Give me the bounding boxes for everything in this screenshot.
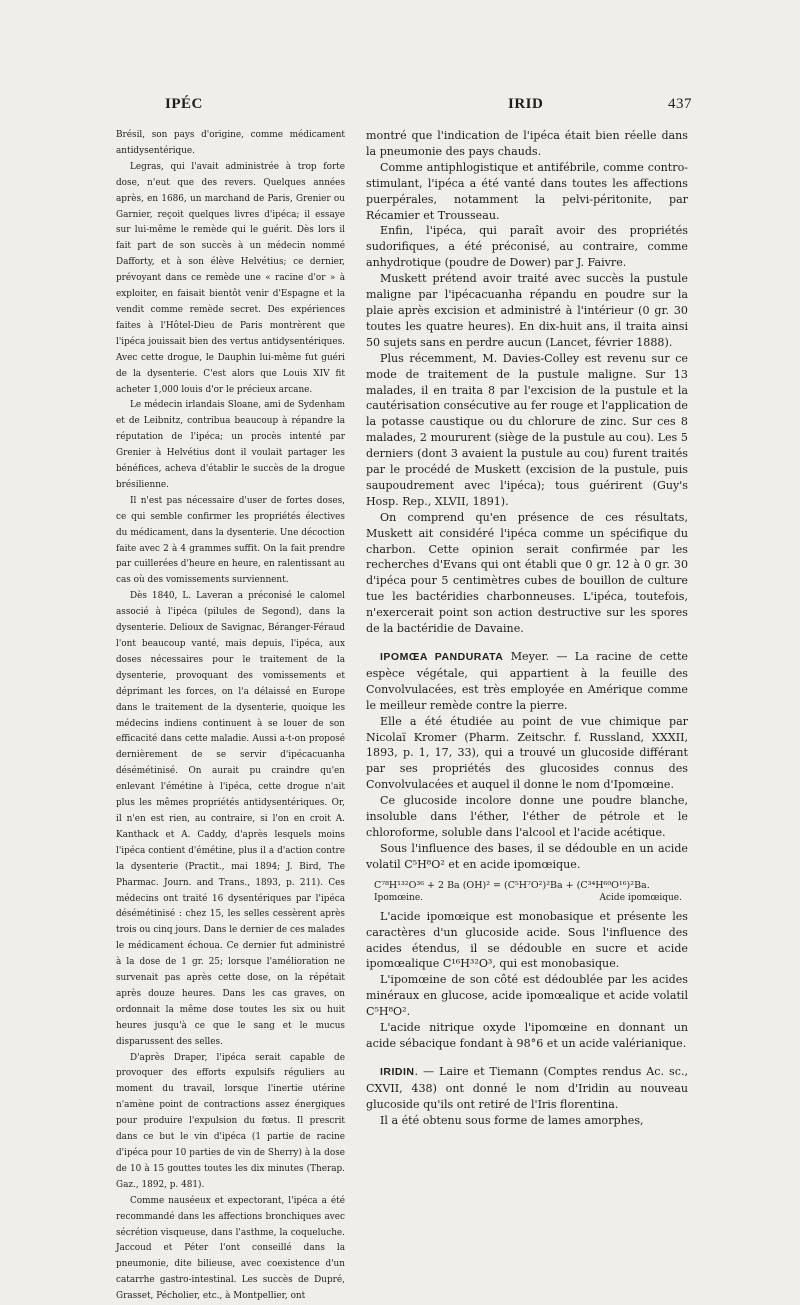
paragraph: L'acide nitrique oxyde l'ipomœine en donnant un acide sébacique fondant à 98°6 et un acide valérianique. [366, 1021, 688, 1050]
paragraph: Comme nauséeux et expectorant, l'ipéca a été recommandé dans les affections bronchiques avec sécrétion visqueuse, dans l'asthme, la coqueluche. Jaccoud et Péter l'ont conseillé dans la pneumonie, dite bilieuse, avec coexistence d'un catarrhe gastro-intestinal. Les succès de Dupré, Grasset, Pécholier, etc., à Montpellier, ont [116, 1195, 345, 1302]
paragraph: On comprend qu'en présence de ces résultats, Muskett ait considéré l'ipéca comme un spécifique du charbon. Cette opinion serait confirmée par les recherches d'Evans qui ont établi que 0 gr. 12 à 0 gr. 30 d'ipéca pour 5 centimètres cubes de bouillon de culture tue les bactéridies charbonneuses. L'ipéca, toutefois, n'exercerait point son action destructive sur les spores de la bactéridie de Davaine. [366, 510, 688, 636]
iridin-intro: . — Laire et Tiemann (Comptes rendus Ac. sc., CXVII, 438) ont donné le nom d'Iridin au nouveau glucoside qu'ils ont retiré de l'Iris florentina. [366, 1064, 688, 1111]
paragraph: Elle a été étudiée au point de vue chimique par Nicolaï Kromer (Pharm. Zeitschr. f. Russland, XXXII, 1893, p. 1, 17, 33), qui a trouvé un glucoside différant par ses propriétés des glucosides connus des Convolvulacées et auquel il donne le nom d'Ipomœine. [366, 714, 688, 792]
paragraph: L'ipomœine de son côté est dédoublée par les acides minéraux en glucose, acide ipomœalique et acide volatil C⁵H⁸O². [366, 973, 688, 1019]
iridin-entry [366, 1064, 688, 1113]
right-column-body [366, 128, 688, 1128]
ipomoea-entry [366, 649, 688, 714]
page-header [0, 96, 800, 116]
paragraph: D'après Draper, l'ipéca serait capable de provoquer des efforts expulsifs réguliers au moment du travail, lorsque l'inertie utérine n'amène point de contractions assez énergiques pour produire l'expulsion du fœtus. Il prescrit dans ce but le vin d'ipéca (1 partie de racine d'ipéca pour 10 parties de vin de Sherry) à la dose de 10 à 15 gouttes toutes les dix minutes (Therap. Gaz., 1892, p. 481). [116, 1052, 345, 1190]
equation-label-right: Acide ipomœique. [599, 892, 682, 903]
paragraph: Muskett prétend avoir traité avec succès la pustule maligne par l'ipécacuanha répandu en poudre sur la plaie après excision et administré à l'intérieur (0 gr. 30 toutes les quatre heures). En dix-huit ans, il traita ainsi 50 sujets sans en perdre aucun (Lancet, février 1888). [366, 272, 688, 349]
chemical-equation [366, 879, 688, 905]
running-head-left: IPÉC [165, 96, 203, 112]
entry-heading-iridin: IRIDIN [380, 1065, 415, 1078]
paragraph: Plus récemment, M. Davies-Colley est revenu sur ce mode de traitement de la pustule maligne. Sur 13 malades, il en traita 8 par l'excision de la pustule et la cautérisation consécutive au fer rouge et l'application de la potasse caustique ou du chlorure de zinc. Sur ces 8 malades, 2 moururent (siège de la pustule au cou). Les 5 derniers (dont 3 avaient la pustule au cou) furent traités par le procédé de Muskett (excision de la pustule, puis saupoudrement avec l'ipéca); tous guérirent (Guy's Hosp. Rep., XLVII, 1891). [366, 351, 688, 508]
running-head-center: IRID [508, 96, 544, 112]
page-number: 437 [668, 96, 692, 112]
paragraph: Il a été obtenu sous forme de lames amorphes, [380, 1113, 644, 1127]
paragraph: Enfin, l'ipéca, qui paraît avoir des propriétés sudorifiques, a été préconisé, au contraire, comme anhydrotique (poudre de Dower) par J. Faivre. [366, 224, 688, 270]
equation-text: C⁷⁸H¹³²O³⁶ + 2 Ba (OH)² = (C⁵H⁷O²)²Ba + (C³⁴H⁶⁰O¹⁶)²Ba. [374, 879, 650, 891]
paragraph: L'acide ipomœique est monobasique et présente les caractères d'un glucoside acide. Sous l'influence des acides étendus, il se dédouble en sucre et acide ipomœalique C¹⁶H³²O³, qui est monobasique. [366, 909, 688, 971]
paragraph: Brésil, son pays d'origine, comme médicament antidysentérique. [116, 130, 345, 156]
paragraph: Il n'est pas nécessaire d'user de fortes doses, ce qui semble confirmer les propriétés électives du médicament, dans la dysenterie. Une décoction faite avec 2 à 4 grammes suffit. On la fait prendre par cuillerées d'heure en heure, en ralentissant au cas où des vomissements surviennent. [116, 495, 345, 586]
paragraph: Le médecin irlandais Sloane, ami de Sydenham et de Leibnitz, contribua beaucoup à répandre la réputation de l'ipéca; un procès intenté par Grenier à Helvétius dont il voulait partager les bénéfices, acheva d'établir le succès de la drogue brésilienne. [116, 400, 345, 490]
paragraph: Ce glucoside incolore donne une poudre blanche, insoluble dans l'éther, l'éther de pétrole et le chloroforme, soluble dans l'alcool et l'acide acétique. [366, 794, 688, 839]
paragraph: Sous l'influence des bases, il se dédouble en un acide volatil C⁵H⁸O² et en acide ipomœique. [366, 841, 688, 871]
paragraph: Legras, qui l'avait administrée à trop forte dose, n'eut que des revers. Quelques années après, en 1686, un marchand de Paris, Grenier ou Garnier, reçoit quelques livres d'ipéca; il essaye sur lui-même le remède qui le guérit. Dès lors il fait part de son succès à un médecin nommé Dafforty, et à son élève Helvétius; ce dernier, prévoyant dans ce remède une « racine d'or » à exploiter, en faisait bientôt venir d'Espagne et la vendit comme remède secret. Des expériences faites à l'Hôtel-Dieu de Paris montrèrent que l'ipéca jouissait bien des vertus antidysentériques. Avec cette drogue, le Dauphin lui-même fut guéri de la dysenterie. C'est alors que Louis XIV fit acheter 1,000 louis d'or le précieux arcane. [116, 161, 345, 395]
paragraph: Dès 1840, L. Laveran a préconisé le calomel associé à l'ipéca (pilules de Segond), dans la dysenterie. Delioux de Savignac, Béranger-Féraud l'ont beaucoup vanté, mais depuis, l'ipéca, aux doses nécessaires pour le traitement de la dysenterie, provoquant des vomissements et déprimant les forces, on l'a délaissé en Europe dans le traitement de la dysenterie, quoique les médecins indiens continuent à se louer de son efficacité dans cette maladie. Aussi a-t-on proposé dernièrement de se servir d'ipécacuanha désémétinisé. On aurait pu craindre qu'en enlevant l'émétine à l'ipéca, cette drogue n'ait plus les mêmes propriétés antidysentériques. Or, il n'en est rien, au contraire, si l'on en croit A. Kanthack et A. Caddy, d'après lesquels moins l'ipéca contient d'émétine, plus il a d'action contre la dysenterie (Practit., mai 1894; J. Bird, The Pharmac. Journ. and Trans., 1893, p. 211). Ces médecins ont traité 16 dysentériques par l'ipéca désémétinisé : chez 15, les selles cessèrent après trois ou cinq jours. Dans le dernier de ces malades le médicament échoua. Ce dernier fut administré à la dose de 1 gr. 25; lorsque l'amélioration ne survenait pas après cette dose, on la répétait après douze heures. Dans les cas graves, on ordonnait la même dose toutes les six ou huit heures jusqu'à ce que le sang et le mucus disparussent des selles. [116, 591, 345, 1047]
equation-label-left: Ipomœine. [374, 892, 424, 903]
paragraph: Comme antiphlogistique et antifébrile, comme contro-stimulant, l'ipéca a été vanté dans toutes les affections puerpérales, notamment la pelvi-péritonite, par Récamier et Trousseau. [366, 160, 688, 222]
left-column [116, 128, 345, 1305]
paragraph: montré que l'indication de l'ipéca était bien réelle dans la pneumonie des pays chauds. [366, 129, 688, 158]
entry-heading-ipomoea: IPOMŒA PANDURATA [380, 651, 504, 663]
ipomoea-intro: Meyer. — La racine de cette espèce végétale, qui appartient à la feuille des Convolvulacées, est très employée en Amérique comme le meilleur remède contre la pierre. [366, 650, 688, 712]
